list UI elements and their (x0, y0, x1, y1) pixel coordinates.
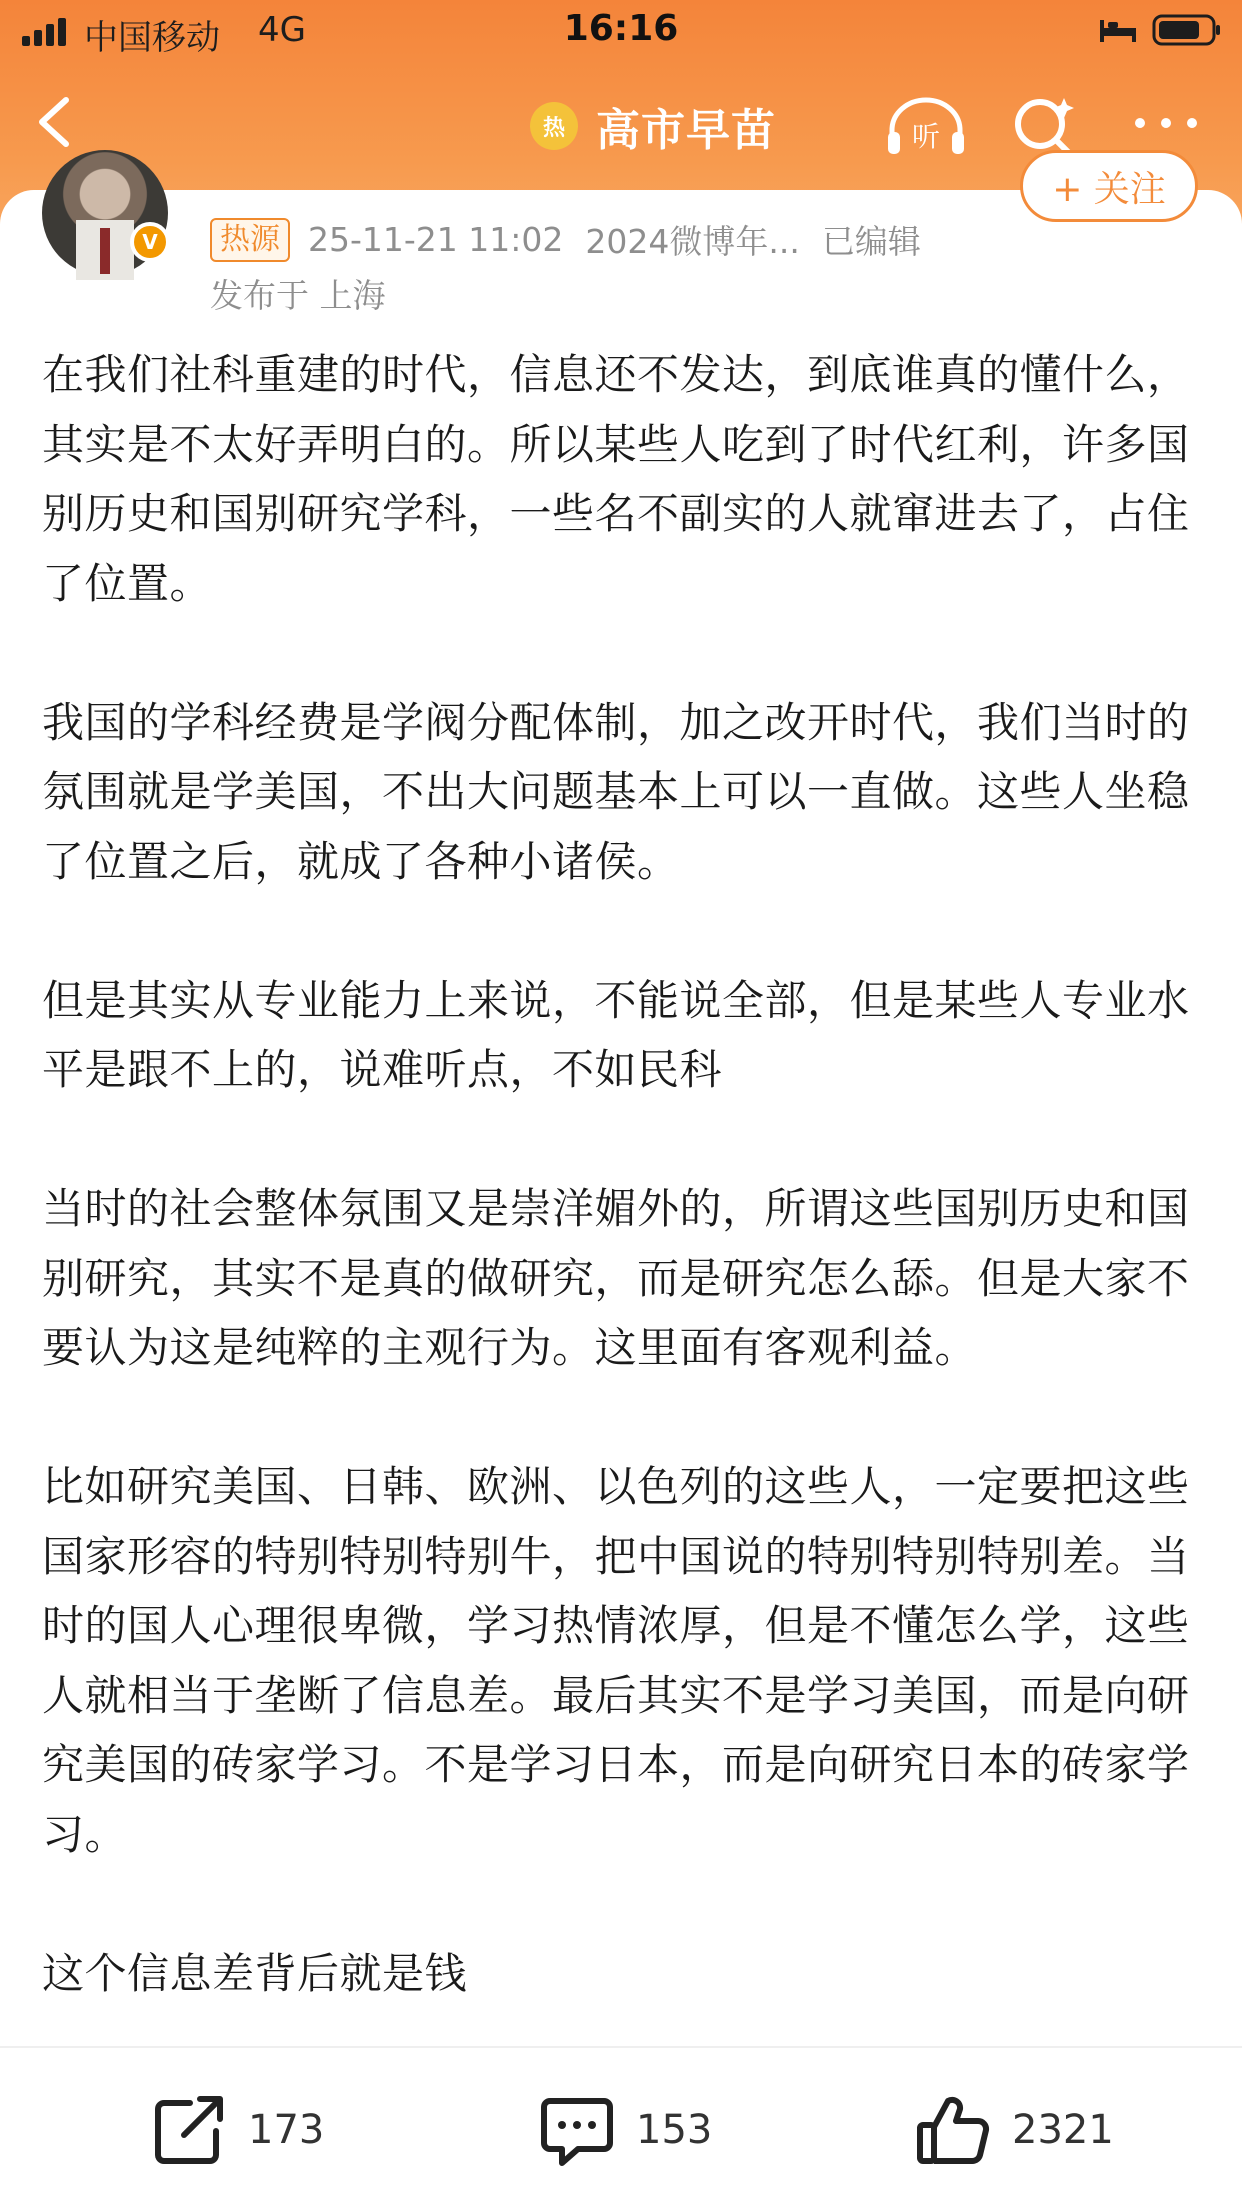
battery-icon (1152, 14, 1222, 46)
svg-text:听: 听 (911, 120, 941, 153)
back-icon[interactable] (30, 92, 80, 152)
paragraph: 在我们社科重建的时代，信息还不发达，到底谁真的懂什么，其实是不太好弄明白的。所以某些人吃到了时代红利，许多国别历史和国别研究学科，一些名不副实的人就窜进去了，占住了位置。 (42, 350, 1190, 608)
thumbs-up-icon (914, 2091, 992, 2169)
page-title: 高市早苗 (596, 105, 776, 156)
post-location: 发布于 上海 (210, 276, 386, 315)
more-icon[interactable] (1130, 108, 1202, 138)
repost-count: 173 (248, 2107, 325, 2153)
action-bar (0, 2046, 1242, 2210)
repost-icon (150, 2091, 228, 2169)
listen-icon[interactable] (884, 96, 968, 160)
paragraph: 但是其实从专业能力上来说，不能说全部，但是某些人专业水平是跟不上的，说难听点，不如民科 (42, 975, 1190, 1094)
like-button[interactable] (914, 2090, 1114, 2170)
edited-label[interactable]: 已编辑 (821, 222, 921, 261)
paragraph: 比如研究美国、日韩、欧洲、以色列的这些人，一定要把这些国家形容的特别特别特别牛，把中国说的特别特别特别差。当时的国人心理很卑微，学习热情浓厚，但是不懂怎么学，这些人就相当于垄断了信息差。最后其实不是学习美国，而是向研究美国的砖家学习。不是学习日本，而是向研究日本的砖家学习。 (42, 1462, 1190, 1859)
verified-icon: V (130, 222, 170, 262)
comment-button[interactable] (538, 2090, 712, 2170)
like-count: 2321 (1012, 2107, 1114, 2153)
status-time: 16:16 (563, 8, 679, 49)
post-card (0, 168, 1242, 2048)
carrier-name: 中国移动 (84, 18, 220, 58)
hot-topic-icon: 热 (530, 102, 578, 150)
post-meta (210, 216, 921, 263)
sleep-mode-icon (1098, 14, 1138, 44)
paragraph: 这个信息差背后就是钱 (42, 1948, 468, 1998)
follow-button[interactable]: + 关注 (1020, 150, 1198, 222)
post-body (42, 340, 1202, 2078)
paragraph: 我国的学科经费是学阀分配体制，加之改开时代，我们当时的氛围就是学美国，不出大问题基本上可以一直做。这些人坐稳了位置之后，就成了各种小诸侯。 (42, 697, 1190, 886)
post-source[interactable]: 2024微博年... (585, 222, 800, 261)
network-type: 4G (258, 10, 306, 50)
paragraph: 当时的社会整体氛围又是崇洋媚外的，所谓这些国别历史和国别研究，其实不是真的做研究，而是研究怎么舔。但是大家不要认为这是纯粹的主观行为。这里面有客观利益。 (42, 1184, 1190, 1372)
page-title-group (530, 96, 776, 156)
repost-button[interactable] (150, 2090, 324, 2170)
post-timestamp: 25-11-21 11:02 (308, 220, 564, 259)
comment-icon (538, 2091, 616, 2169)
hot-source-tag: 热源 (210, 218, 290, 262)
comment-count: 153 (636, 2107, 713, 2153)
status-bar (0, 0, 1242, 60)
